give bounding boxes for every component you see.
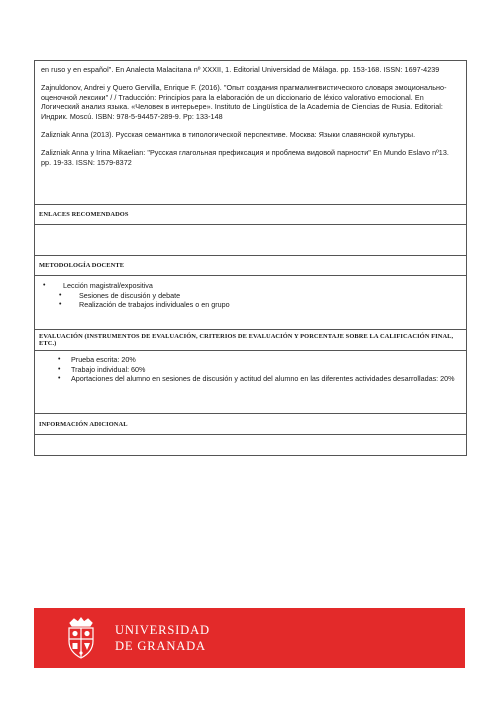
guide-table [34, 60, 467, 456]
reference-entry: Zalizniak Anna y Irina Mikaelian: "Русская глагольная префиксация и проблема видовой парности" En Mundo Eslavo nº13. pp. 19-33. ISSN: 1579-8372 [41, 147, 449, 167]
list-item: • Lección magistral/expositiva [41, 281, 460, 291]
university-footer [34, 608, 465, 668]
section-heading-enlaces: ENLACES RECOMENDADOS [35, 205, 466, 225]
list-item: • Aportaciones del alumno en sesiones de discusión y actitud del alumno en las diferentes actividades desarrolladas: 20% [41, 374, 460, 384]
list-item: • Sesiones de discusión y debate [41, 291, 460, 301]
metodologia-content [35, 276, 466, 330]
reference-entry: Zajnuldonov, Andrei y Quero Gervilla, Enrique F. (2016). "Опыт создания прагмалингвистического словаря эмоционально-оценочной лексики" / / Traducción: Principios para la elaboración de un diccionario de léxico valorativo emocional. En Логический анализ языка. «Человек в интерьере». Instituto de Lingüística de la Academia de Ciencias de Rusia. Editorial: Индрик. Moscú. ISBN: 978-5-94457-289-9. Pp: 133-148 [41, 82, 447, 122]
section-heading-metodologia: METODOLOGÍA DOCENTE [35, 256, 466, 276]
enlaces-content [35, 225, 466, 256]
list-item: • Realización de trabajos individuales o en grupo [41, 300, 460, 310]
university-crest-icon [62, 617, 100, 659]
reference-entry: Zalizniak Anna (2013). Русская семантика в типологической перспективе. Москва: Языки славянской культуры. [41, 129, 416, 139]
university-name-line2: DE GRANADA [115, 638, 206, 653]
list-item: • Trabajo individual: 60% [41, 365, 460, 375]
university-name-line1: UNIVERSIDAD [115, 623, 210, 637]
section-heading-info: INFORMACIÓN ADICIONAL [35, 414, 466, 435]
section-heading-evaluacion: EVALUACIÓN (INSTRUMENTOS DE EVALUACIÓN, CRITERIOS DE EVALUACIÓN Y PORCENTAJE SOBRE LA CALIFICACIÓN FINAL, ETC.) [35, 330, 466, 351]
evaluacion-list [41, 355, 460, 384]
university-name [115, 623, 210, 654]
list-item: • Prueba escrita: 20% [41, 355, 460, 365]
reference-entry: en ruso y en español". En Analecta Malacitana nº XXXII, 1. Editorial Universidad de Málaga. pp. 153-168. ISSN: 1697-4239 [41, 65, 440, 74]
bibliography-cell [35, 61, 466, 205]
info-content [35, 435, 466, 456]
evaluacion-content [35, 351, 466, 414]
metodologia-list [41, 281, 460, 310]
